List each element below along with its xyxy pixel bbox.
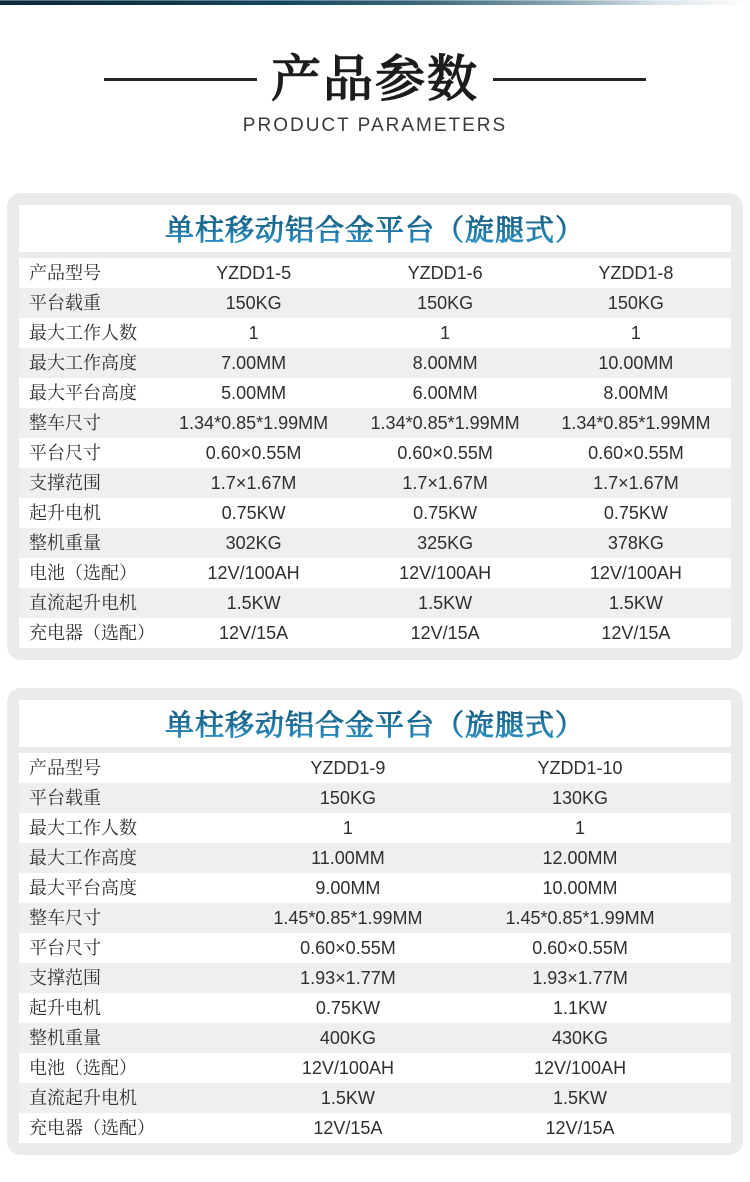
row-label: 平台尺寸: [29, 443, 101, 463]
title-rule-left: [104, 78, 257, 81]
row-label: 最大工作人数: [29, 323, 137, 343]
table-row: [19, 258, 731, 288]
row-value: YZDD1-10: [537, 758, 623, 778]
row-label: 最大平台高度: [29, 383, 137, 403]
table-row: [19, 993, 731, 1023]
row-value: 1: [575, 818, 586, 838]
row-label: 最大工作高度: [29, 353, 137, 373]
spec-table-1: [19, 258, 731, 648]
row-value: 0.60×0.55M: [532, 938, 628, 958]
row-value: 0.60×0.55M: [205, 443, 302, 463]
row-label: 直流起升电机: [29, 593, 137, 613]
row-value: 1.34*0.85*1.99MM: [370, 413, 520, 433]
row-value: 8.00MM: [603, 383, 669, 403]
row-value: 12.00MM: [542, 848, 618, 868]
spec-card-1: [7, 193, 743, 660]
row-label: 最大工作高度: [29, 848, 137, 868]
row-value: 12V/100AH: [534, 1058, 627, 1078]
row-value: 10.00MM: [542, 878, 618, 898]
table-row: [19, 348, 731, 378]
row-label: 整车尺寸: [29, 413, 101, 433]
row-label: 整机重量: [29, 533, 101, 553]
page-title: 产品参数: [271, 51, 479, 107]
row-value: 150KG: [607, 293, 664, 313]
row-label: 产品型号: [29, 758, 101, 778]
row-label: 支撑范围: [29, 968, 101, 988]
row-label: 最大工作人数: [29, 818, 137, 838]
row-value: 12V/15A: [545, 1118, 615, 1138]
row-value: 1.7×1.67M: [593, 473, 679, 493]
row-value: 1.5KW: [320, 1088, 375, 1108]
page-header: [0, 5, 750, 137]
row-value: 0.60×0.55M: [397, 443, 493, 463]
row-value: 12V/15A: [313, 1118, 383, 1138]
row-value: 400KG: [319, 1028, 376, 1048]
table-row: [19, 618, 731, 648]
row-value: 1.7×1.67M: [210, 473, 297, 493]
row-label: 充电器（选配）: [29, 1118, 155, 1138]
row-value: 12V/100AH: [399, 563, 492, 583]
row-value: 1: [440, 323, 451, 343]
page-title-row: [0, 49, 750, 109]
row-value: 1: [342, 818, 353, 838]
row-value: 130KG: [552, 788, 609, 808]
table-row: [19, 1113, 731, 1143]
row-value: 12V/100AH: [589, 563, 682, 583]
spec-card-2-title-band: [19, 700, 731, 747]
row-value: 1.1KW: [553, 998, 608, 1018]
row-value: 12V/15A: [601, 623, 671, 643]
row-value: 12V/15A: [219, 623, 289, 643]
row-value: 1.5KW: [418, 593, 473, 613]
row-label: 电池（选配）: [29, 563, 137, 583]
row-value: 378KG: [607, 533, 664, 553]
table-row: [19, 498, 731, 528]
table-row: [19, 408, 731, 438]
table-row: [19, 528, 731, 558]
row-value: 1: [248, 323, 259, 343]
row-value: 1.93×1.77M: [300, 968, 396, 988]
row-value: 1.5KW: [553, 1088, 608, 1108]
row-value: 7.00MM: [221, 353, 287, 373]
spec-card-2: [7, 688, 743, 1155]
row-label: 起升电机: [29, 503, 101, 523]
row-value: 1.5KW: [608, 593, 663, 613]
table-row: [19, 963, 731, 993]
table-row: [19, 1053, 731, 1083]
row-value: YZDD1-9: [310, 758, 386, 778]
spec-table-2: [19, 753, 731, 1143]
title-rule-right: [493, 78, 646, 81]
table-row: [19, 318, 731, 348]
row-label: 最大平台高度: [29, 878, 137, 898]
row-value: 11.00MM: [311, 848, 385, 868]
table-row: [19, 558, 731, 588]
row-label: 整机重量: [29, 1028, 101, 1048]
row-value: 1.7×1.67M: [402, 473, 488, 493]
row-label: 产品型号: [29, 263, 101, 283]
table-row: [19, 873, 731, 903]
table-row: [19, 783, 731, 813]
row-value: 430KG: [552, 1028, 609, 1048]
row-value: 8.00MM: [412, 353, 478, 373]
row-value: 1.34*0.85*1.99MM: [179, 413, 329, 433]
table-row: [19, 1023, 731, 1053]
table-row: [19, 378, 731, 408]
row-label: 平台载重: [29, 788, 101, 808]
row-value: YZDD1-6: [407, 263, 483, 283]
row-value: 1.45*0.85*1.99MM: [505, 908, 655, 928]
row-value: 150KG: [319, 788, 376, 808]
row-value: 1: [630, 323, 641, 343]
row-label: 平台尺寸: [29, 938, 101, 958]
table-row: [19, 1083, 731, 1113]
row-value: 150KG: [417, 293, 474, 313]
row-value: YZDD1-5: [216, 263, 292, 283]
row-value: 1.5KW: [226, 593, 281, 613]
table-row: [19, 933, 731, 963]
row-value: 5.00MM: [221, 383, 287, 403]
spec-card-2-title: 单柱移动铝合金平台（旋腿式）: [165, 703, 585, 744]
table-row: [19, 468, 731, 498]
row-value: 0.75KW: [603, 503, 668, 523]
spec-card-1-title-band: [19, 205, 731, 252]
table-row: [19, 843, 731, 873]
row-label: 充电器（选配）: [29, 623, 155, 643]
row-value: 12V/100AH: [207, 563, 300, 583]
table-row: [19, 288, 731, 318]
row-value: 0.75KW: [315, 998, 380, 1018]
row-value: 9.00MM: [315, 878, 381, 898]
row-value: 12V/15A: [410, 623, 480, 643]
row-value: 1.34*0.85*1.99MM: [561, 413, 711, 433]
row-value: 0.75KW: [221, 503, 286, 523]
row-label: 整车尺寸: [29, 908, 101, 928]
row-label: 平台载重: [29, 293, 101, 313]
row-label: 支撑范围: [29, 473, 101, 493]
row-value: 150KG: [225, 293, 282, 313]
row-value: 1.45*0.85*1.99MM: [273, 908, 423, 928]
row-value: 325KG: [417, 533, 474, 553]
row-value: 302KG: [225, 533, 282, 553]
table-row: [19, 438, 731, 468]
row-value: 1.93×1.77M: [532, 968, 628, 988]
row-value: 10.00MM: [598, 353, 674, 373]
row-label: 直流起升电机: [29, 1088, 137, 1108]
row-value: 0.75KW: [413, 503, 478, 523]
spec-card-1-title: 单柱移动铝合金平台（旋腿式）: [165, 208, 585, 249]
row-value: 12V/100AH: [301, 1058, 394, 1078]
table-row: [19, 813, 731, 843]
table-row: [19, 588, 731, 618]
page-subtitle: PRODUCT PARAMETERS: [242, 115, 508, 136]
row-value: 0.60×0.55M: [588, 443, 684, 463]
table-row: [19, 753, 731, 783]
row-label: 起升电机: [29, 998, 101, 1018]
table-row: [19, 903, 731, 933]
row-label: 电池（选配）: [29, 1058, 137, 1078]
row-value: 6.00MM: [412, 383, 478, 403]
row-value: 0.60×0.55M: [300, 938, 396, 958]
row-value: YZDD1-8: [598, 263, 674, 283]
